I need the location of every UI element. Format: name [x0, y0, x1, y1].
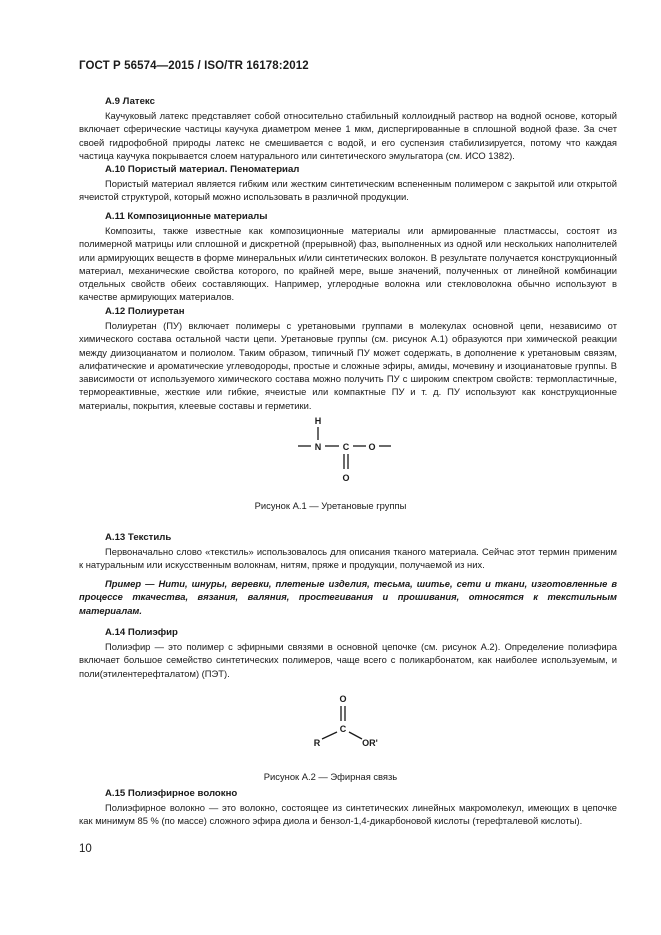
atom-r: R	[313, 738, 321, 748]
section-a9-heading: А.9 Латекс	[105, 96, 155, 107]
section-a13-example: Пример — Нити, шнуры, веревки, плетеные изделия, тесьма, шитье, сети и ткани, изготовленные в процессе ткачества, вязания, валяния, простегивания и прошивания, относятся к текстильным материалам.	[79, 578, 617, 616]
document-header: ГОСТ Р 56574—2015 / ISO/TR 16178:2012	[79, 60, 309, 72]
section-a12-heading: А.12 Полиуретан	[105, 306, 185, 317]
section-a15-heading: А.15 Полиэфирное волокно	[105, 788, 238, 799]
atom-c: C	[339, 724, 347, 734]
section-a14-text: Полиэфир — это полимер с эфирными связями в основной цепочке (см. рисунок А.2). Определение полиэфира включает большое семейство синтетических полимеров, чаще всего с поликарбонатом, как наиболее используемым, и поли(этилентерефталатом) (ПЭТ).	[79, 641, 617, 679]
section-a10-text: Пористый материал является гибким или жестким синтетическим вспененным полимером с закрытой или открытой ячеистой структурой, который можно использовать в различной продукции.	[79, 178, 617, 203]
section-a11-heading: А.11 Композиционные материалы	[105, 211, 268, 222]
page-number: 10	[79, 843, 92, 855]
urethane-group-diagram	[296, 414, 406, 486]
atom-o-top: O	[339, 694, 347, 704]
section-a13-heading: А.13 Текстиль	[105, 532, 172, 543]
section-a15-text: Полиэфирное волокно — это волокно, состоящее из синтетических линейных макромолекул, имеющих в цепочке как минимум 85 % (по массе) сложного эфира диола и бензол-1,4-дикарбоновой кислоты (терефталевой кислоты).	[79, 802, 617, 827]
atom-c: C	[342, 442, 350, 452]
section-a12-text: Полиуретан (ПУ) включает полимеры с уретановыми группами в молекулах основной цепи, независимо от химического состава остальной части цепи. Уретановые группы (см. рисунок А.1) образуются при химической реакции между диизоцианатом и полиолом. Таким образом, типичный ПУ может содержать, в дополнение к уретановым связям, алифатические и ароматические углеводороды, простые и сложные эфиры, амиды, мочевину и изоцианатовые группы. В зависимости от используемого химического состава можно получить ПУ с широким спектром свойств: термопластичные, термореактивные, жесткие или гибкие, ячеистые или компактные ПУ и т. д. ПУ используют как конструкционные материалы, покрытия, клеевые составы и герметики.	[79, 320, 617, 411]
section-a10-heading: А.10 Пористый материал. Пеноматериал	[105, 164, 300, 175]
atom-h: H	[314, 416, 322, 426]
section-a9-text: Каучуковый латекс представляет собой относительно стабильный коллоидный раствор на водной основе, который включает сферические частицы каучука диаметром менее 1 мкм, диспергированные в сплошной водной фазе. За счет своей гидрофобной природы латекс не смешивается с водой, и его суспензия стабилизируется, потому что каждая частица каучука покрывается слоем натурального или синтетического эмульгатора (см. ИСО 1382).	[79, 110, 617, 161]
section-a13-text: Первоначально слово «текстиль» использовалось для описания тканого материала. Сейчас этот термин применим к натуральным или искусственным волокнам, нитям, пряже и продукции, получаемой из них.	[79, 546, 617, 571]
ester-bond-diagram	[308, 692, 380, 750]
figure-a2-caption: Рисунок А.2 — Эфирная связь	[263, 771, 398, 782]
section-a11-text: Композиты, также известные как композиционные материалы или армированные пластмассы, состоят из полимерной матрицы или сплошной и дискретной (прерывной) фаз, выполненных из одной или нескольких наполнителей или армирующих веществ в форме минеральных и/или синтетических волокон. В результате получается конструкционный материал, механические свойства которого, по крайней мере, выше значений, полученных от линейной комбинации отдельных свойств обеих составляющих. Например, углеродные волокна или стекловолокна обычно используют в качестве армирующих материалов.	[79, 225, 617, 303]
atom-n: N	[314, 442, 322, 452]
section-a14-heading: А.14 Полиэфир	[105, 627, 178, 638]
bond-c-or	[349, 732, 362, 739]
atom-o: O	[368, 442, 376, 452]
figure-a1-caption: Рисунок А.1 — Уретановые группы	[254, 500, 407, 511]
bond-c-r	[322, 732, 337, 739]
atom-o-double: O	[342, 473, 350, 483]
atom-or: OR'	[362, 738, 378, 748]
